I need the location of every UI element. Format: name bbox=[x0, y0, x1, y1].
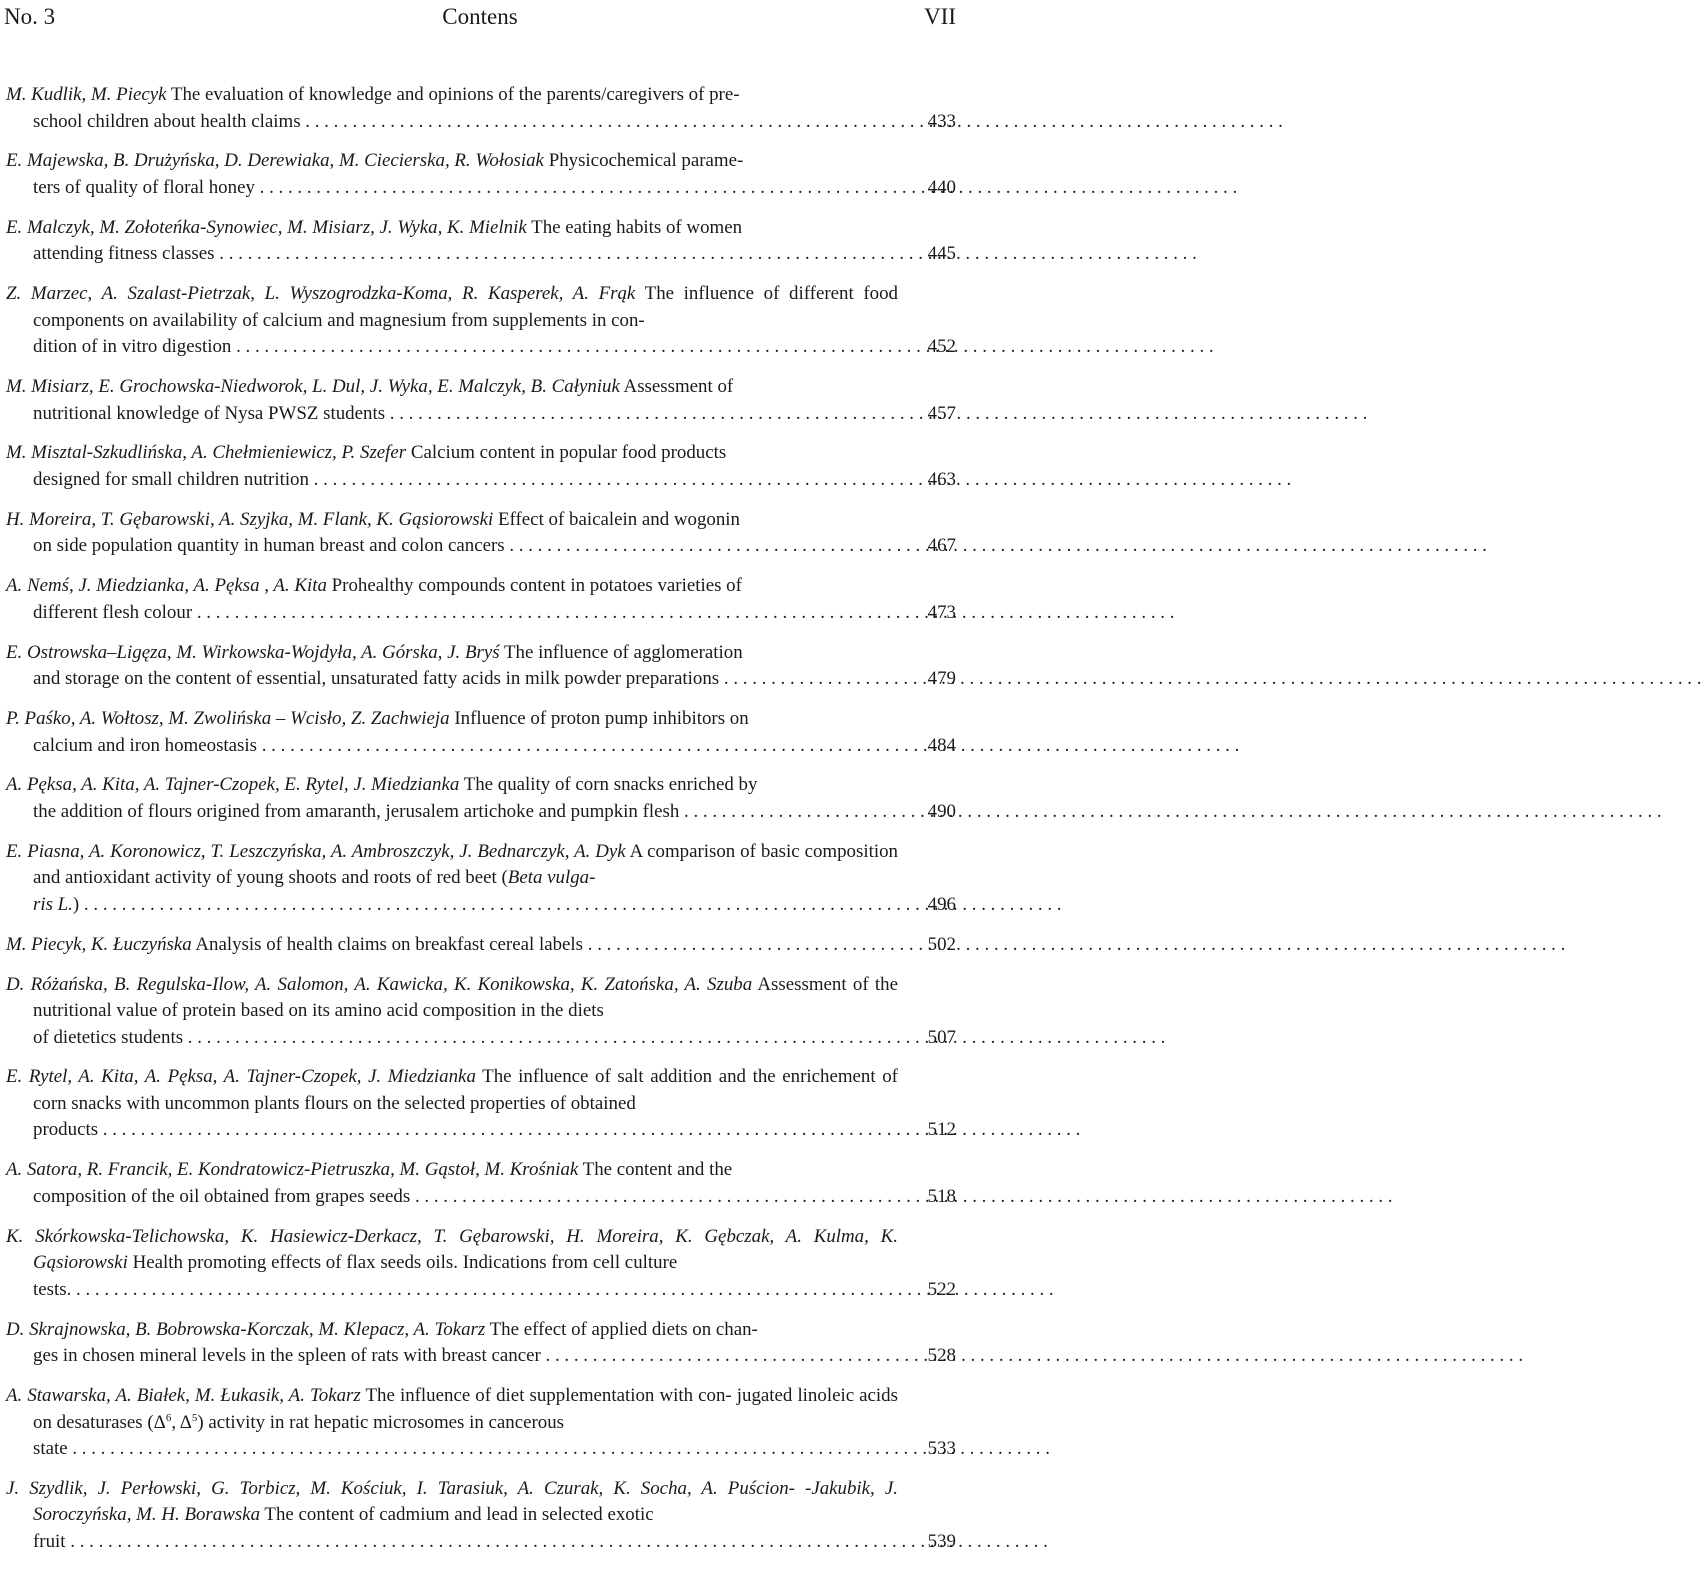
toc-entry bbox=[0, 440, 960, 493]
entry-page-number: 507 bbox=[927, 1026, 956, 1048]
entry-authors: K. Skórkowska-Telichowska, K. Hasiewicz-Derkacz, T. Gębarowski, H. Moreira, K. Gębczak, A. Kulma, K. Gąsiorowski bbox=[6, 1225, 898, 1274]
entry-page-number: 452 bbox=[927, 336, 956, 358]
entry-title: The quality of corn snacks enriched by bbox=[463, 774, 758, 796]
entry-page-number: 467 bbox=[927, 535, 956, 557]
toc-entry bbox=[0, 82, 960, 135]
toc-entry bbox=[0, 1224, 960, 1304]
entry-page-number: 473 bbox=[927, 601, 956, 623]
toc-entry bbox=[0, 374, 960, 427]
entry-page-number: 484 bbox=[927, 734, 956, 756]
entry-authors: M. Misztal-Szkudlińska, A. Chełmieniewicz, P. Szefer bbox=[6, 442, 407, 464]
entry-authors: A. Nemś, J. Miedzianka, A. Pęksa , A. Kita bbox=[6, 575, 327, 597]
entry-authors: D. Różańska, B. Regulska-Ilow, A. Salomon, A. Kawicka, K. Konikowska, K. Zatońska, A. Szuba bbox=[6, 973, 753, 995]
entry-page-number: 440 bbox=[927, 176, 956, 198]
entry-title-end: products . . . bbox=[33, 1117, 898, 1144]
entry-authors: M. Kudlik, M. Piecyk bbox=[6, 84, 167, 105]
entry-title: Effect of baicalein and wogonin bbox=[498, 508, 741, 530]
entry-authors: E. Malczyk, M. Zołoteńka-Synowiec, M. Misiarz, J. Wyka, K. Mielnik bbox=[6, 216, 527, 238]
entry-page-number: 433 bbox=[927, 110, 956, 132]
entry-page-number: 512 bbox=[927, 1119, 956, 1141]
toc-entry bbox=[0, 1157, 960, 1210]
entry-title: The influence of diet supplementation with con- jugated linoleic acids on desaturases ($\Delta^6$, $\Delta^5$) activity in rat hepatic microsomes in cancerous bbox=[33, 1385, 898, 1433]
toc-entry bbox=[0, 281, 960, 361]
entry-title: A comparison of basic composition and antioxidant activity of young shoots and roots of red beet ( bbox=[33, 840, 898, 889]
entry-authors: A. Satora, R. Francik, E. Kondratowicz-Pietruszka, M. Gąstoł, M. Krośniak bbox=[6, 1159, 579, 1181]
entry-page-number: 533 bbox=[927, 1438, 956, 1460]
entry-page-number: 518 bbox=[927, 1185, 956, 1207]
page-header bbox=[0, 0, 960, 34]
toc-entry bbox=[0, 215, 960, 268]
entry-title-end: ges in chosen mineral levels in the spleen of rats with breast cancer . . . bbox=[33, 1343, 898, 1370]
entry-title-end: state . . . bbox=[33, 1436, 898, 1463]
entry-title: The influence of agglomeration bbox=[503, 641, 743, 663]
toc-entry bbox=[0, 706, 960, 759]
entry-authors: A. Pęksa, A. Kita, A. Tajner-Czopek, E. Rytel, J. Miedzianka bbox=[6, 774, 460, 796]
entry-title-end: M. Piecyk, K. Łuczyńska Analysis of health claims on breakfast cereal labels . . . bbox=[33, 932, 898, 959]
toc-entry bbox=[0, 1064, 960, 1144]
entry-title-end: nutritional knowledge of Nysa PWSZ students . . . bbox=[33, 401, 898, 428]
entry-title: Calcium content in popular food products bbox=[410, 442, 727, 464]
toc-entry bbox=[0, 972, 960, 1052]
entry-title: Prohealthy compounds content in potatoes varieties of bbox=[331, 575, 742, 597]
entry-authors: Z. Marzec, A. Szalast-Pietrzak, L. Wyszogrodzka-Koma, R. Kasperek, A. Frąk bbox=[6, 283, 636, 305]
entry-title-end: and storage on the content of essential, unsaturated fatty acids in milk powder preparations . . . bbox=[33, 666, 898, 693]
entry-title-end: composition of the oil obtained from grapes seeds . . . bbox=[33, 1184, 898, 1211]
toc-entry bbox=[0, 1317, 960, 1370]
entry-authors: D. Skrajnowska, B. Bobrowska-Korczak, M. Klepacz, A. Tokarz bbox=[6, 1318, 486, 1340]
entry-title-end: dition of in vitro digestion . . . bbox=[33, 334, 898, 361]
entry-title-end: different flesh colour . . . bbox=[33, 600, 898, 627]
entry-page-number: 496 bbox=[927, 893, 956, 915]
toc-entry bbox=[0, 1476, 960, 1556]
entry-page-number: 445 bbox=[927, 243, 956, 265]
entry-title: The effect of applied diets on chan- bbox=[489, 1318, 758, 1340]
entry-page-number: 479 bbox=[927, 668, 956, 690]
toc-entry bbox=[0, 148, 960, 201]
entry-title-end: fruit . . . bbox=[33, 1529, 898, 1556]
entry-title: Health promoting effects of flax seeds oils. Indications from cell culture bbox=[132, 1252, 678, 1274]
entry-title-end: of dietetics students . . . bbox=[33, 1025, 898, 1052]
entry-authors: E. Piasna, A. Koronowicz, T. Leszczyńska, A. Ambroszczyk, J. Bednarczyk, A. Dyk bbox=[6, 840, 626, 862]
entry-title: The content of cadmium and lead in selected exotic bbox=[264, 1504, 654, 1526]
entry-page-number: 539 bbox=[927, 1530, 956, 1552]
entry-authors: P. Paśko, A. Wołtosz, M. Zwolińska – Wcisło, Z. Zachwieja bbox=[6, 708, 450, 730]
entry-title-end: designed for small children nutrition . . . bbox=[33, 467, 898, 494]
entry-title: Influence of proton pump inhibitors on bbox=[454, 708, 749, 730]
entry-title-end: on side population quantity in human breast and colon cancers . . . bbox=[33, 533, 898, 560]
page-title: Contens bbox=[442, 4, 518, 29]
entry-title: The evaluation of knowledge and opinions of the parents/caregivers of pre- bbox=[170, 84, 740, 105]
entry-authors: E. Majewska, B. Drużyńska, D. Derewiaka, M. Ciecierska, R. Wołosiak bbox=[6, 150, 544, 172]
entry-page-number: 457 bbox=[927, 402, 956, 424]
toc-entry bbox=[0, 839, 960, 919]
entry-page-number: 522 bbox=[927, 1278, 956, 1300]
toc-entry bbox=[0, 573, 960, 626]
entry-authors: E. Rytel, A. Kita, A. Pęksa, A. Tajner-Czopek, J. Miedzianka bbox=[6, 1066, 476, 1088]
entry-page-number: 463 bbox=[927, 468, 956, 490]
entry-title: Assessment of bbox=[623, 376, 734, 398]
entry-authors: A. Stawarska, A. Białek, M. Łukasik, A. Tokarz bbox=[6, 1385, 361, 1407]
entry-page-number: 490 bbox=[927, 800, 956, 822]
toc-entry bbox=[0, 507, 960, 560]
entry-title-italic: Beta vulga- bbox=[507, 867, 596, 889]
entry-title-end: ters of quality of floral honey . . . bbox=[33, 175, 898, 202]
issue-number: No. 3 bbox=[4, 4, 56, 29]
entry-title: The eating habits of women bbox=[531, 216, 743, 238]
table-of-contents bbox=[0, 82, 960, 1569]
entry-authors: M. Misiarz, E. Grochowska-Niedworok, L. Dul, J. Wyka, E. Malczyk, B. Całyniuk bbox=[6, 376, 620, 398]
entry-page-number: 528 bbox=[927, 1345, 956, 1367]
entry-title-end: attending fitness classes . . . bbox=[33, 241, 898, 268]
entry-authors: H. Moreira, T. Gębarowski, A. Szyjka, M. Flank, K. Gąsiorowski bbox=[6, 508, 494, 530]
entry-title-end: tests. . . . bbox=[33, 1277, 898, 1304]
entry-title-end: calcium and iron homeostasis . . . bbox=[33, 733, 898, 760]
entry-authors: E. Ostrowska–Ligęza, M. Wirkowska-Wojdyła, A. Górska, J. Bryś bbox=[6, 641, 500, 663]
entry-title: Physicochemical parame- bbox=[548, 150, 744, 172]
entry-title: The influence of salt addition and the enrichement of corn snacks with uncommon plants flours on the selected properties of obtained bbox=[33, 1066, 898, 1114]
entry-title: Assessment of the nutritional value of protein based on its amino acid composition in the diets bbox=[33, 973, 898, 1022]
entry-authors: J. Szydlik, J. Perłowski, G. Torbicz, M. Kościuk, I. Tarasiuk, A. Czurak, K. Socha, A. Puścion- -Jakubik, J. Soroczyńska, M. H. Borawska bbox=[6, 1477, 898, 1526]
toc-entry bbox=[0, 772, 960, 825]
toc-entry bbox=[0, 640, 960, 693]
toc-entry bbox=[0, 1383, 960, 1463]
entry-title-end: the addition of flours origined from amaranth, jerusalem artichoke and pumpkin flesh . . . bbox=[33, 799, 898, 826]
toc-entry bbox=[0, 932, 960, 959]
volume-number: VII bbox=[924, 4, 956, 29]
entry-title: The influence of different food components on availability of calcium and magnesium from supplements in con- bbox=[33, 283, 898, 331]
entry-page-number: 502 bbox=[927, 933, 956, 955]
entry-title: The content and the bbox=[582, 1159, 733, 1181]
entry-title-end: school children about health claims . . . bbox=[33, 109, 898, 136]
entry-title-end: ris L.) . . . bbox=[33, 892, 898, 919]
